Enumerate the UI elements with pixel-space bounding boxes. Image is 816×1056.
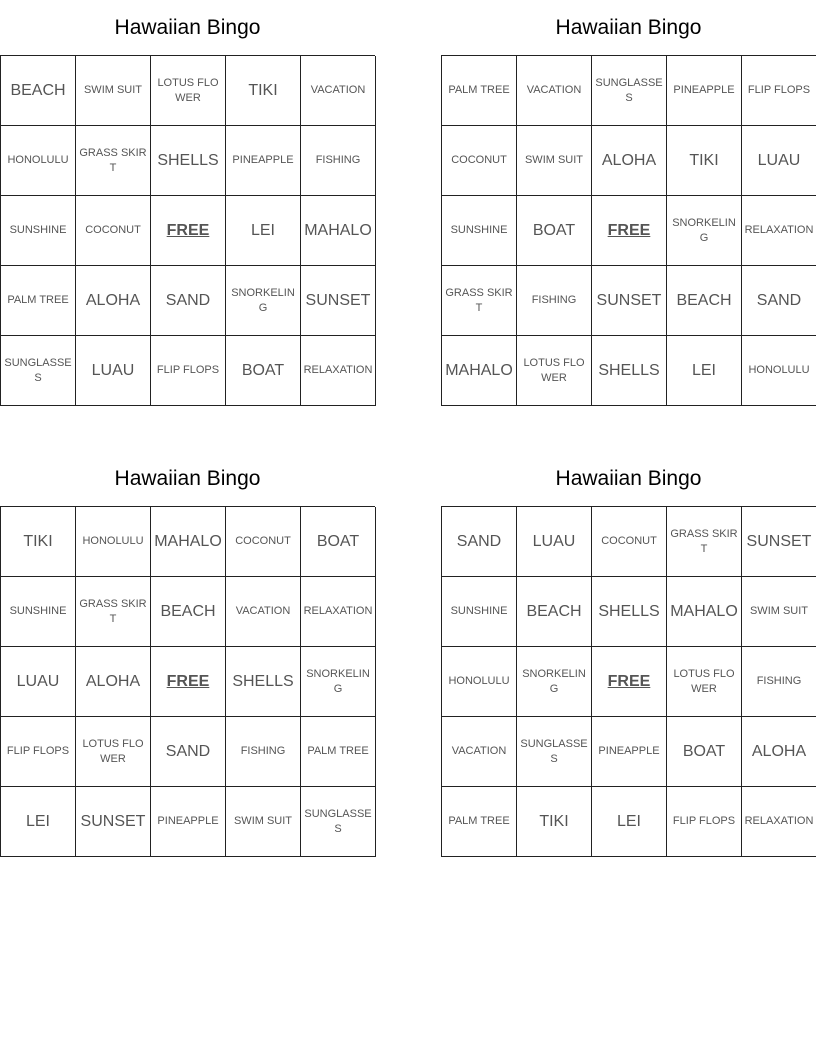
bingo-cell: SUNSHINE <box>1 196 76 266</box>
bingo-cell: BOAT <box>226 336 301 406</box>
bingo-cell: RELAXATION <box>742 787 816 857</box>
free-space: FREE <box>151 196 226 266</box>
card-title: Hawaiian Bingo <box>114 466 261 490</box>
bingo-cell: ALOHA <box>592 126 667 196</box>
bingo-cell: BOAT <box>667 717 742 787</box>
bingo-cell: PALM TREE <box>442 787 517 857</box>
free-space: FREE <box>151 647 226 717</box>
bingo-cell: LEI <box>592 787 667 857</box>
bingo-cell: COCONUT <box>226 507 301 577</box>
bingo-cell: SUNSHINE <box>442 577 517 647</box>
bingo-cell: SHELLS <box>226 647 301 717</box>
bingo-cell: SAND <box>442 507 517 577</box>
bingo-cell: COCONUT <box>442 126 517 196</box>
bingo-cell: BEACH <box>151 577 226 647</box>
bingo-cell: SUNSHINE <box>1 577 76 647</box>
bingo-cell: TIKI <box>226 56 301 126</box>
bingo-cell: LOTUS FLOWER <box>76 717 151 787</box>
bingo-cell: GRASS SKIRT <box>76 577 151 647</box>
bingo-cell: VACATION <box>442 717 517 787</box>
bingo-cell: HONOLULU <box>442 647 517 717</box>
bingo-grid <box>0 55 375 406</box>
bingo-cell: SWIM SUIT <box>226 787 301 857</box>
bingo-cell: SUNGLASSES <box>301 787 376 857</box>
bingo-cell: MAHALO <box>151 507 226 577</box>
bingo-cell: SUNSET <box>301 266 376 336</box>
bingo-cell: FLIP FLOPS <box>667 787 742 857</box>
bingo-cell: HONOLULU <box>1 126 76 196</box>
card-title: Hawaiian Bingo <box>555 15 702 39</box>
bingo-cell: ALOHA <box>742 717 816 787</box>
bingo-cell: LOTUS FLOWER <box>151 56 226 126</box>
bingo-cell: SNORKELING <box>667 196 742 266</box>
bingo-cell: SUNSHINE <box>442 196 517 266</box>
bingo-cell: MAHALO <box>442 336 517 406</box>
bingo-cell: LEI <box>1 787 76 857</box>
bingo-cell: TIKI <box>1 507 76 577</box>
bingo-cell: PINEAPPLE <box>667 56 742 126</box>
bingo-cell: MAHALO <box>667 577 742 647</box>
bingo-cell: HONOLULU <box>742 336 816 406</box>
bingo-cell: SAND <box>151 717 226 787</box>
bingo-cell: SNORKELING <box>517 647 592 717</box>
bingo-cell: FISHING <box>517 266 592 336</box>
bingo-cell: FLIP FLOPS <box>151 336 226 406</box>
bingo-cell: COCONUT <box>592 507 667 577</box>
bingo-cell: GRASS SKIRT <box>667 507 742 577</box>
bingo-cell: BOAT <box>301 507 376 577</box>
bingo-cell: SUNGLASSES <box>517 717 592 787</box>
bingo-cell: SWIM SUIT <box>742 577 816 647</box>
bingo-cell: PINEAPPLE <box>151 787 226 857</box>
bingo-cell: PALM TREE <box>301 717 376 787</box>
bingo-cell: FLIP FLOPS <box>742 56 816 126</box>
bingo-cell: SNORKELING <box>301 647 376 717</box>
bingo-cell: RELAXATION <box>742 196 816 266</box>
bingo-cell: SUNSET <box>76 787 151 857</box>
bingo-cell: RELAXATION <box>301 336 376 406</box>
bingo-cell: SAND <box>742 266 816 336</box>
bingo-cell: LUAU <box>742 126 816 196</box>
bingo-cell: GRASS SKIRT <box>442 266 517 336</box>
card-title: Hawaiian Bingo <box>555 466 702 490</box>
bingo-cell: SNORKELING <box>226 266 301 336</box>
card-title: Hawaiian Bingo <box>114 15 261 39</box>
bingo-cell: GRASS SKIRT <box>76 126 151 196</box>
bingo-cell: PALM TREE <box>442 56 517 126</box>
bingo-cell: ALOHA <box>76 266 151 336</box>
bingo-cell: MAHALO <box>301 196 376 266</box>
bingo-cell: LEI <box>226 196 301 266</box>
bingo-cell: PINEAPPLE <box>226 126 301 196</box>
bingo-cell: BEACH <box>1 56 76 126</box>
bingo-card-1 <box>0 0 375 406</box>
bingo-cell: LOTUS FLOWER <box>667 647 742 717</box>
bingo-cell: VACATION <box>301 56 376 126</box>
bingo-cell: SUNSET <box>592 266 667 336</box>
bingo-cell: SUNGLASSES <box>1 336 76 406</box>
bingo-cell: TIKI <box>667 126 742 196</box>
bingo-grid <box>441 506 816 857</box>
bingo-cell: RELAXATION <box>301 577 376 647</box>
bingo-cell: SAND <box>151 266 226 336</box>
bingo-cell: FLIP FLOPS <box>1 717 76 787</box>
bingo-cell: SWIM SUIT <box>76 56 151 126</box>
bingo-card-2 <box>441 0 816 406</box>
bingo-cell: SUNGLASSES <box>592 56 667 126</box>
bingo-cell: LUAU <box>1 647 76 717</box>
free-space: FREE <box>592 196 667 266</box>
bingo-cell: SHELLS <box>592 336 667 406</box>
bingo-cell: BEACH <box>667 266 742 336</box>
bingo-card-3 <box>0 451 375 857</box>
bingo-cell: LEI <box>667 336 742 406</box>
bingo-cell: SWIM SUIT <box>517 126 592 196</box>
bingo-grid <box>0 506 375 857</box>
bingo-cell: ALOHA <box>76 647 151 717</box>
bingo-cell: LUAU <box>76 336 151 406</box>
bingo-grid <box>441 55 816 406</box>
bingo-cell: SHELLS <box>151 126 226 196</box>
bingo-cell: TIKI <box>517 787 592 857</box>
bingo-cell: HONOLULU <box>76 507 151 577</box>
bingo-cell: SUNSET <box>742 507 816 577</box>
bingo-cell: VACATION <box>517 56 592 126</box>
bingo-cell: COCONUT <box>76 196 151 266</box>
free-space: FREE <box>592 647 667 717</box>
bingo-card-4 <box>441 451 816 857</box>
bingo-cell: SHELLS <box>592 577 667 647</box>
bingo-cell: PINEAPPLE <box>592 717 667 787</box>
bingo-cell: PALM TREE <box>1 266 76 336</box>
bingo-cell: FISHING <box>301 126 376 196</box>
bingo-cell: LOTUS FLOWER <box>517 336 592 406</box>
bingo-cell: VACATION <box>226 577 301 647</box>
bingo-cell: BEACH <box>517 577 592 647</box>
bingo-cell: FISHING <box>226 717 301 787</box>
bingo-cell: LUAU <box>517 507 592 577</box>
bingo-cell: BOAT <box>517 196 592 266</box>
bingo-cell: FISHING <box>742 647 816 717</box>
